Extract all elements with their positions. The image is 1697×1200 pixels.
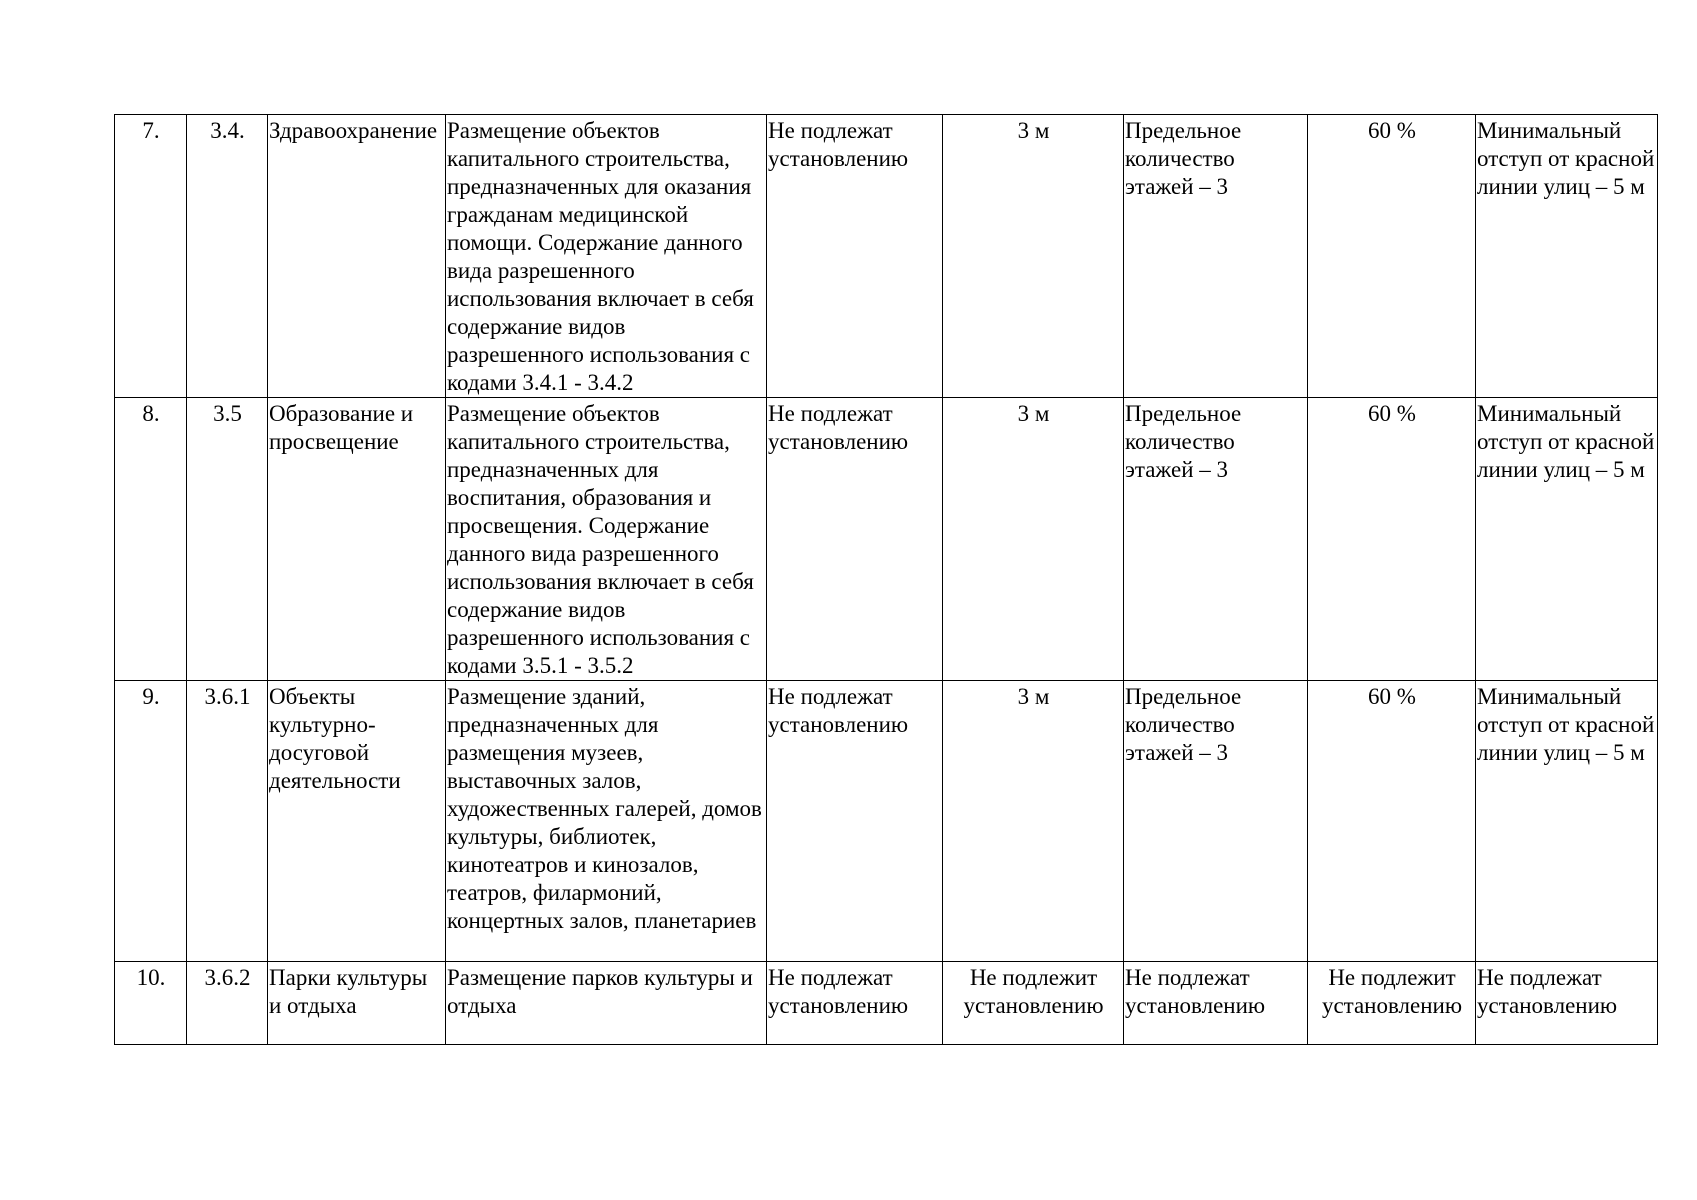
floors-cell: Предельное количество этажей – 3	[1124, 115, 1308, 398]
use-code-cell: 3.5	[187, 398, 268, 681]
coverage-cell: 60 %	[1308, 398, 1476, 681]
plot-size-cell: Не подлежат установлению	[767, 681, 943, 962]
use-description-cell: Размещение парков культуры и отдыха	[446, 962, 767, 1045]
plot-size-cell: Не подлежат установлению	[767, 115, 943, 398]
table-row	[115, 962, 1658, 1045]
table-row	[115, 398, 1658, 681]
use-code-cell: 3.4.	[187, 115, 268, 398]
row-number-cell: 9.	[115, 681, 187, 962]
row-number-cell: 7.	[115, 115, 187, 398]
setback-cell: 3 м	[943, 681, 1124, 962]
row-number-cell: 10.	[115, 962, 187, 1045]
use-code-cell: 3.6.2	[187, 962, 268, 1045]
use-name-cell: Образование и просвещение	[268, 398, 446, 681]
use-name-cell: Объекты культурно-досуговой деятельности	[268, 681, 446, 962]
setback-cell: Не подлежит установлению	[943, 962, 1124, 1045]
table-row	[115, 681, 1658, 962]
other-params-cell: Не подлежат установлению	[1476, 962, 1658, 1045]
use-description-cell: Размещение зданий, предназначенных для размещения музеев, выставочных залов, художественных галерей, домов культуры, библиотек, кинотеатров и кинозалов, театров, филармоний, концертных залов, планетариев	[446, 681, 767, 962]
use-code-cell: 3.6.1	[187, 681, 268, 962]
table-row	[115, 115, 1658, 398]
other-params-cell: Минимальный отступ от красной линии улиц – 5 м	[1476, 115, 1658, 398]
coverage-cell: 60 %	[1308, 115, 1476, 398]
coverage-cell: 60 %	[1308, 681, 1476, 962]
plot-size-cell: Не подлежат установлению	[767, 398, 943, 681]
plot-size-cell: Не подлежат установлению	[767, 962, 943, 1045]
zoning-regulations-table	[114, 114, 1658, 1045]
row-number-cell: 8.	[115, 398, 187, 681]
other-params-cell: Минимальный отступ от красной линии улиц – 5 м	[1476, 681, 1658, 962]
floors-cell: Предельное количество этажей – 3	[1124, 398, 1308, 681]
use-description-cell: Размещение объектов капитального строительства, предназначенных для оказания гражданам медицинской помощи. Содержание данного вида разрешенного использования включает в себя содержание видов разрешенного использования с кодами 3.4.1 - 3.4.2	[446, 115, 767, 398]
other-params-cell: Минимальный отступ от красной линии улиц – 5 м	[1476, 398, 1658, 681]
floors-cell: Предельное количество этажей – 3	[1124, 681, 1308, 962]
setback-cell: 3 м	[943, 115, 1124, 398]
use-name-cell: Парки культуры и отдыха	[268, 962, 446, 1045]
use-description-cell: Размещение объектов капитального строительства, предназначенных для воспитания, образования и просвещения. Содержание данного вида разрешенного использования включает в себя содержание видов разрешенного использования с кодами 3.5.1 - 3.5.2	[446, 398, 767, 681]
use-name-cell: Здравоохранение	[268, 115, 446, 398]
coverage-cell: Не подлежит установлению	[1308, 962, 1476, 1045]
setback-cell: 3 м	[943, 398, 1124, 681]
floors-cell: Не подлежат установлению	[1124, 962, 1308, 1045]
